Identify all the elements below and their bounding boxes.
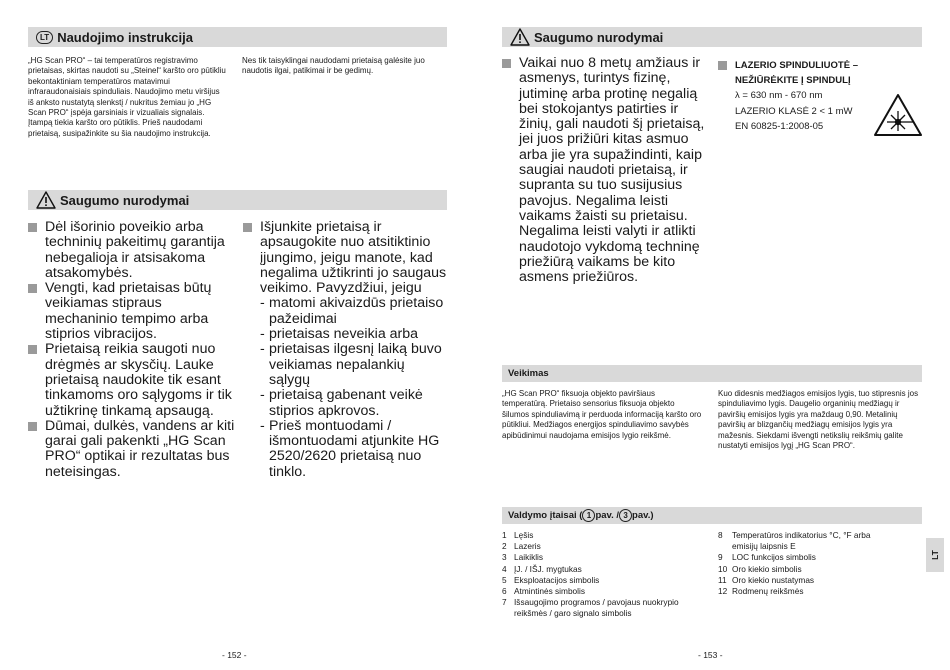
laser-line-2: NEŽIŪRĖKITE Į SPINDULĮ	[735, 75, 851, 87]
dash-item: - prietaisas neveikia arba	[260, 326, 419, 343]
dash-list	[243, 296, 448, 480]
item-label: Eksploatacijos simbolis	[514, 574, 600, 585]
side-tab-label: LT	[929, 550, 940, 560]
list-item-text: Prietaisą reikia saugoti nuo drėgmės ar skysčių. Lauke prietaisą naudokite tik esant tinkamoms oro sąlygoms ir tik užtikrinę tinkamą apsaugą.	[45, 341, 232, 419]
item-label: Temperatūros indikatorius °C, °F arba emisijų laipsnis E	[732, 530, 871, 552]
item-number: 6	[502, 586, 507, 597]
dash-item: - prietaisas ilgesnį laiką buvo veikiamas nepalankių sąlygų	[260, 341, 442, 388]
safety-list-left	[28, 220, 238, 480]
bullet-square-icon	[718, 61, 727, 70]
list-item	[502, 597, 702, 619]
list-item	[718, 530, 923, 552]
dash-item: - prietaisą gabenant veikė stiprios apkrovos.	[260, 387, 423, 419]
list-item	[28, 281, 238, 342]
list-item	[28, 220, 238, 281]
controls-list-right	[718, 530, 923, 597]
controls-title-middle: pav. /	[595, 510, 620, 521]
dash-item-text: prietaisą gabenant veikė stiprios apkrovos.	[269, 387, 423, 419]
list-item	[502, 575, 702, 586]
bullet-square-icon	[243, 223, 252, 232]
item-number: 2	[502, 541, 507, 552]
instructions-title: Naudojimo instrukcija	[57, 29, 193, 45]
bullet-square-icon	[502, 59, 511, 68]
item-label: Lęšis	[514, 530, 534, 540]
laser-wavelength: λ = 630 nm - 670 nm	[735, 90, 823, 102]
list-item-text: Dūmai, dulkės, vandens ar kiti garai gali pakenkti „HG Scan PRO“ optikai ir rezultatas bus neteisingas.	[45, 417, 235, 480]
instructions-paragraph-1: „HG Scan PRO“ – tai temperatūros registravimo prietaisas, skirtas naudoti su „Steinel“ karšto oro pūtikliu bekontaktiniam temperatūros matavimui infraraudonaisiais spinduliais. Naudojimo metu viršijus iš anksto nustatytą slenkstį / nukritus žemiau jo „HG Scan PRO“ įspėja garsiniais ir vizualiais signalais. Įtampą tiekia karšto oro pūtiklis. Prieš naudodami prietaisą, susipažinkite su šia naudojimo instrukcija.	[28, 56, 226, 138]
list-item	[718, 564, 923, 575]
figure-number-badge: 3	[619, 509, 632, 522]
list-item	[502, 541, 702, 552]
language-badge: LT	[36, 31, 53, 44]
list-item	[28, 342, 238, 418]
item-label: Išsaugojimo programos / pavojaus nuokrypio reikšmės / garo signalo simbolis	[514, 597, 679, 619]
list-item-text: Išjunkite prietaisą ir apsaugokite nuo atsitiktinio įjungimo, jeigu manote, kad negalima užtikrinti jo saugaus veikimo. Pavyzdžiui, jeigu	[260, 219, 447, 297]
item-number: 10	[718, 563, 728, 574]
controls-title-start: Valdymo įtaisai (	[508, 510, 583, 521]
safety-header-right	[502, 27, 922, 47]
children-safety-notice	[502, 56, 712, 285]
item-number: 1	[502, 530, 507, 540]
instructions-paragraph-2: Nes tik taisyklingai naudodami prietaisą galėsite juo naudotis ilgai, patikimai ir be gedimų.	[242, 56, 425, 76]
dash-item: - matomi akivaizdūs prietaiso pažeidimai	[260, 295, 444, 327]
safety-title-right: Saugumo nurodymai	[534, 29, 664, 45]
list-item-text: Vaikai nuo 8 metų amžiaus ir asmenys, turintys fizinę, jutiminę arba protinę negalią bei stokojantys patirties ir žinių, gali naudoti šį prietaisą, jei juos prižiūri kitas asmuo arba jie yra supažindinti, kaip saugiai naudoti prietaisą, ir supranta su tuo susijusius pavojus. Negalima leisti vaikams žaisti su prietaisu. Negalima leisti valyti ir atlikti naudotojo vykdomą techninę priežiūrą vaikams be kito asmens priežiūros.	[519, 55, 705, 286]
item-label: Laikiklis	[514, 552, 544, 563]
safety-list-right-column	[243, 220, 448, 480]
list-item-text: Dėl išorinio poveikio arba techninių pakeitimų garantija nebegalioja ir atsisakoma atsakomybės.	[45, 219, 225, 281]
laser-class: LAZERIO KLASĖ 2 < 1 mW	[735, 105, 853, 117]
bullet-square-icon	[28, 223, 37, 232]
controls-title-end: pav.)	[632, 510, 654, 521]
laser-line-1: LAZERIO SPINDULIUOTĖ –	[735, 60, 858, 71]
instructions-header	[28, 27, 447, 47]
list-item	[243, 220, 448, 296]
bullet-square-icon	[28, 284, 37, 293]
dash-item-text: prietaisas ilgesnį laiką buvo veikiamas nepalankių sąlygų	[269, 341, 442, 388]
item-number: 11	[718, 574, 727, 585]
controls-list-left	[502, 530, 702, 620]
function-paragraph-2: Kuo didesnis medžiagos emisijos lygis, tuo stipresnis jos spinduliavimo lygis. Daugelio organinių medžiagų ir paviršių emisijos lygis yra maždaug 0,90. Metalinių paviršių ar blizgančių medžiagų emisijos lygis yra mažesnis. Siekdami išvengti netikslių reikšmių galite nustatyti emisijos lygį „HG Scan PRO“.	[718, 389, 919, 451]
item-label: Oro kiekio nustatymas	[732, 574, 815, 585]
dash-item-text: matomi akivaizdūs prietaiso pažeidimai	[269, 295, 444, 327]
warning-icon	[510, 28, 530, 46]
warning-icon	[36, 191, 56, 209]
page-number-right: - 153 -	[698, 650, 723, 660]
function-paragraph-1: „HG Scan PRO“ fiksuoja objekto paviršiaus temperatūrą. Prietaiso sensorius fiksuoja objekto šilumos spinduliavimą ir perduoda informaciją karšto oro pūtikliui. Medžiagos energijos spinduliavimo savybės apibūdinimui naudojama emisijos lygio reikšmė.	[502, 389, 702, 440]
dash-item: - Prieš montuodami / išmontuodami atjunkite HG 2520/2620 prietaisą nuo tinklo.	[260, 417, 440, 480]
bullet-square-icon	[28, 422, 37, 431]
item-label: Lazeris	[514, 541, 541, 552]
list-item	[718, 552, 923, 563]
language-side-tab	[926, 538, 944, 572]
item-number: 4	[502, 563, 507, 574]
laser-hazard-icon	[873, 93, 923, 137]
safety-title-left: Saugumo nurodymai	[60, 192, 190, 208]
item-label: Atmintinės simbolis	[514, 586, 586, 597]
item-number: 8	[718, 530, 723, 540]
bullet-square-icon	[28, 345, 37, 354]
item-number: 9	[718, 552, 723, 563]
function-title: Veikimas	[508, 368, 549, 379]
dash-item-text: Prieš montuodami / išmontuodami atjunkite HG 2520/2620 prietaisą nuo tinklo.	[269, 417, 440, 480]
item-label: ĮJ. / IŠJ. mygtukas	[514, 563, 582, 574]
item-number: 7	[502, 597, 507, 608]
item-number: 3	[502, 552, 507, 563]
laser-standard: EN 60825-1:2008-05	[735, 120, 824, 132]
list-item	[502, 552, 702, 563]
figure-number-badge: 1	[582, 509, 595, 522]
list-item-text: Vengti, kad prietaisas būtų veikiamas stipraus mechaninio tempimo arba stiprios vibracijos.	[45, 280, 212, 343]
page-number-left: - 152 -	[222, 650, 247, 660]
item-number: 12	[718, 586, 728, 597]
safety-header-left	[28, 190, 447, 210]
list-item	[502, 564, 702, 575]
list-item	[502, 56, 712, 285]
item-label: Oro kiekio simbolis	[732, 563, 802, 574]
list-item	[502, 586, 702, 597]
list-item	[28, 419, 238, 480]
list-item	[718, 586, 923, 597]
function-header	[502, 365, 922, 382]
dash-item-text: prietaisas neveikia arba	[269, 326, 419, 343]
list-item	[502, 530, 702, 541]
list-item	[718, 575, 923, 586]
item-label: Rodmenų reikšmės	[732, 586, 804, 597]
item-number: 5	[502, 574, 507, 585]
controls-header	[502, 507, 922, 524]
item-label: LOC funkcijos simbolis	[732, 552, 816, 563]
